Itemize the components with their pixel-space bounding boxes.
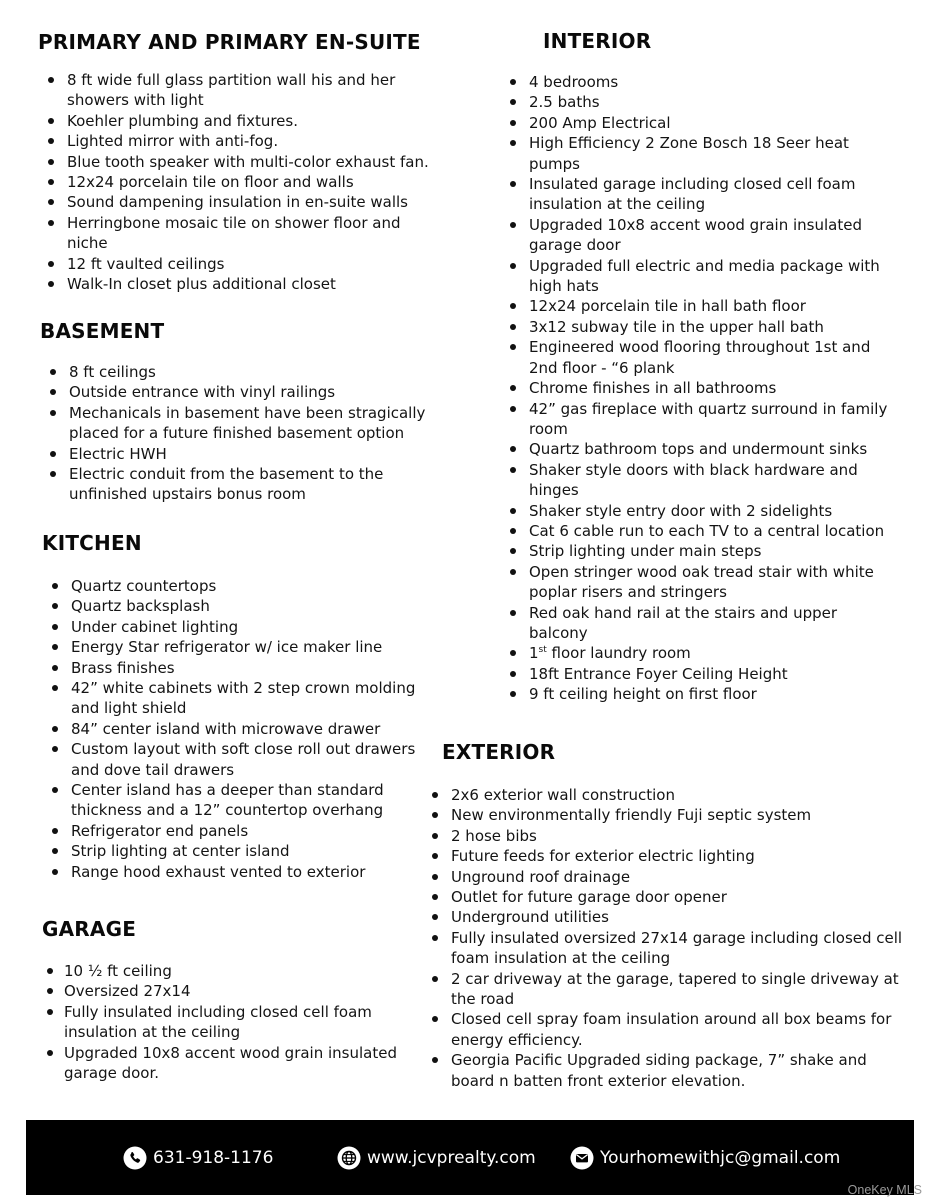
section-heading: INTERIOR bbox=[543, 29, 652, 53]
list-item: 2.5 baths bbox=[500, 92, 890, 112]
list-item: Koehler plumbing and fixtures. bbox=[38, 111, 433, 131]
list-item: Quartz countertops bbox=[42, 576, 437, 596]
list-item: 3x12 subway tile in the upper hall bath bbox=[500, 317, 890, 337]
list-item: Fully insulated including closed cell foam insulation at the ceiling bbox=[42, 1002, 437, 1043]
contact-website[interactable] bbox=[337, 1120, 536, 1195]
mls-watermark: OneKey MLS bbox=[847, 1183, 922, 1197]
contact-phone[interactable] bbox=[123, 1120, 273, 1195]
section-garage bbox=[42, 917, 437, 1083]
laundry-floor-number: 1 bbox=[529, 644, 539, 663]
list-item: Chrome finishes in all bathrooms bbox=[500, 378, 890, 398]
globe-icon bbox=[337, 1146, 361, 1170]
list-item: Under cabinet lighting bbox=[42, 617, 437, 637]
section-heading: BASEMENT bbox=[40, 319, 165, 343]
list-item: Sound dampening insulation in en-suite walls bbox=[38, 192, 433, 212]
list-item: Unground roof drainage bbox=[422, 867, 912, 887]
section-interior bbox=[500, 29, 890, 705]
list-item: Upgraded 10x8 accent wood grain insulated garage door bbox=[500, 215, 890, 256]
list-item: Upgraded full electric and media package with high hats bbox=[500, 256, 890, 297]
section-heading: PRIMARY AND PRIMARY EN-SUITE bbox=[38, 30, 421, 54]
feature-list bbox=[40, 362, 435, 505]
contact-email[interactable] bbox=[570, 1120, 840, 1195]
list-item: Open stringer wood oak tread stair with white poplar risers and stringers bbox=[500, 562, 890, 603]
list-item: Georgia Pacific Upgraded siding package, 7” shake and board n batten front exterior elevation. bbox=[422, 1050, 912, 1091]
list-item: Electric conduit from the basement to the unfinished upstairs bonus room bbox=[40, 464, 435, 505]
list-item: 4 bedrooms bbox=[500, 72, 890, 92]
list-item: 8 ft ceilings bbox=[40, 362, 435, 382]
list-item: 10 ½ ft ceiling bbox=[42, 961, 437, 981]
list-item: 84” center island with microwave drawer bbox=[42, 719, 437, 739]
list-item: Fully insulated oversized 27x14 garage including closed cell foam insulation at the ceiling bbox=[422, 928, 912, 969]
list-item: Upgraded 10x8 accent wood grain insulated garage door. bbox=[42, 1043, 437, 1084]
list-item: Lighted mirror with anti-fog. bbox=[38, 131, 433, 151]
section-heading: KITCHEN bbox=[42, 531, 142, 555]
section-primary-en-suite bbox=[38, 30, 433, 294]
list-item: New environmentally friendly Fuji septic system bbox=[422, 805, 912, 825]
contact-footer bbox=[26, 1120, 914, 1195]
email-address: Yourhomewithjc@gmail.com bbox=[600, 1147, 841, 1168]
list-item: Walk-In closet plus additional closet bbox=[38, 274, 433, 294]
list-item: 2 car driveway at the garage, tapered to single driveway at the road bbox=[422, 969, 912, 1010]
list-item: Center island has a deeper than standard thickness and a 12” countertop overhang bbox=[42, 780, 437, 821]
envelope-icon bbox=[570, 1146, 594, 1170]
list-item: Blue tooth speaker with multi-color exhaust fan. bbox=[38, 152, 433, 172]
list-item: Shaker style doors with black hardware and hinges bbox=[500, 460, 890, 501]
list-item: 2x6 exterior wall construction bbox=[422, 785, 912, 805]
list-item: Mechanicals in basement have been stragically placed for a future finished basement option bbox=[40, 403, 435, 444]
list-item: Outside entrance with vinyl railings bbox=[40, 382, 435, 402]
list-item: Outlet for future garage door opener bbox=[422, 887, 912, 907]
list-item: Custom layout with soft close roll out drawers and dove tail drawers bbox=[42, 739, 437, 780]
list-item: Closed cell spray foam insulation around all box beams for energy efficiency. bbox=[422, 1009, 912, 1050]
phone-icon bbox=[123, 1146, 147, 1170]
ordinal-superscript: st bbox=[538, 645, 547, 656]
list-item: Red oak hand rail at the stairs and upper balcony bbox=[500, 603, 890, 644]
feature-list bbox=[38, 70, 433, 294]
section-basement bbox=[40, 319, 435, 505]
list-item: Brass finishes bbox=[42, 658, 437, 678]
list-item: Insulated garage including closed cell foam insulation at the ceiling bbox=[500, 174, 890, 215]
list-item: Engineered wood flooring throughout 1st and 2nd floor - “6 plank bbox=[500, 337, 890, 378]
list-item bbox=[500, 643, 890, 663]
list-item: Strip lighting under main steps bbox=[500, 541, 890, 561]
list-item: 18ft Entrance Foyer Ceiling Height bbox=[500, 664, 890, 684]
list-item: Strip lighting at center island bbox=[42, 841, 437, 861]
feature-list bbox=[42, 576, 437, 882]
list-item: Quartz backsplash bbox=[42, 596, 437, 616]
phone-number: 631-918-1176 bbox=[153, 1147, 274, 1168]
list-item: Range hood exhaust vented to exterior bbox=[42, 862, 437, 882]
list-item: Herringbone mosaic tile on shower floor and niche bbox=[38, 213, 433, 254]
feature-list bbox=[500, 72, 890, 705]
list-item: Shaker style entry door with 2 sidelights bbox=[500, 501, 890, 521]
section-kitchen bbox=[42, 531, 437, 882]
list-item: Future feeds for exterior electric lighting bbox=[422, 846, 912, 866]
list-item: 12 ft vaulted ceilings bbox=[38, 254, 433, 274]
list-item: 42” gas fireplace with quartz surround in family room bbox=[500, 399, 890, 440]
list-item: Quartz bathroom tops and undermount sinks bbox=[500, 439, 890, 459]
list-item: High Efficiency 2 Zone Bosch 18 Seer heat pumps bbox=[500, 133, 890, 174]
list-item: Oversized 27x14 bbox=[42, 981, 437, 1001]
feature-list bbox=[422, 785, 912, 1091]
section-heading: GARAGE bbox=[42, 917, 137, 941]
list-item: Electric HWH bbox=[40, 444, 435, 464]
list-item: 9 ft ceiling height on first floor bbox=[500, 684, 890, 704]
list-item: Refrigerator end panels bbox=[42, 821, 437, 841]
list-item: Underground utilities bbox=[422, 907, 912, 927]
list-item: Energy Star refrigerator w/ ice maker line bbox=[42, 637, 437, 657]
list-item: 2 hose bibs bbox=[422, 826, 912, 846]
website-link: www.jcvprealty.com bbox=[367, 1147, 536, 1168]
list-item: 200 Amp Electrical bbox=[500, 113, 890, 133]
list-item: 8 ft wide full glass partition wall his and her showers with light bbox=[38, 70, 433, 111]
list-item: 42” white cabinets with 2 step crown molding and light shield bbox=[42, 678, 437, 719]
section-exterior bbox=[422, 740, 912, 1091]
list-item: 12x24 porcelain tile on floor and walls bbox=[38, 172, 433, 192]
list-item: Cat 6 cable run to each TV to a central location bbox=[500, 521, 890, 541]
section-heading: EXTERIOR bbox=[442, 740, 556, 764]
laundry-text: floor laundry room bbox=[546, 644, 691, 663]
list-item: 12x24 porcelain tile in hall bath floor bbox=[500, 296, 890, 316]
feature-list bbox=[42, 961, 437, 1083]
